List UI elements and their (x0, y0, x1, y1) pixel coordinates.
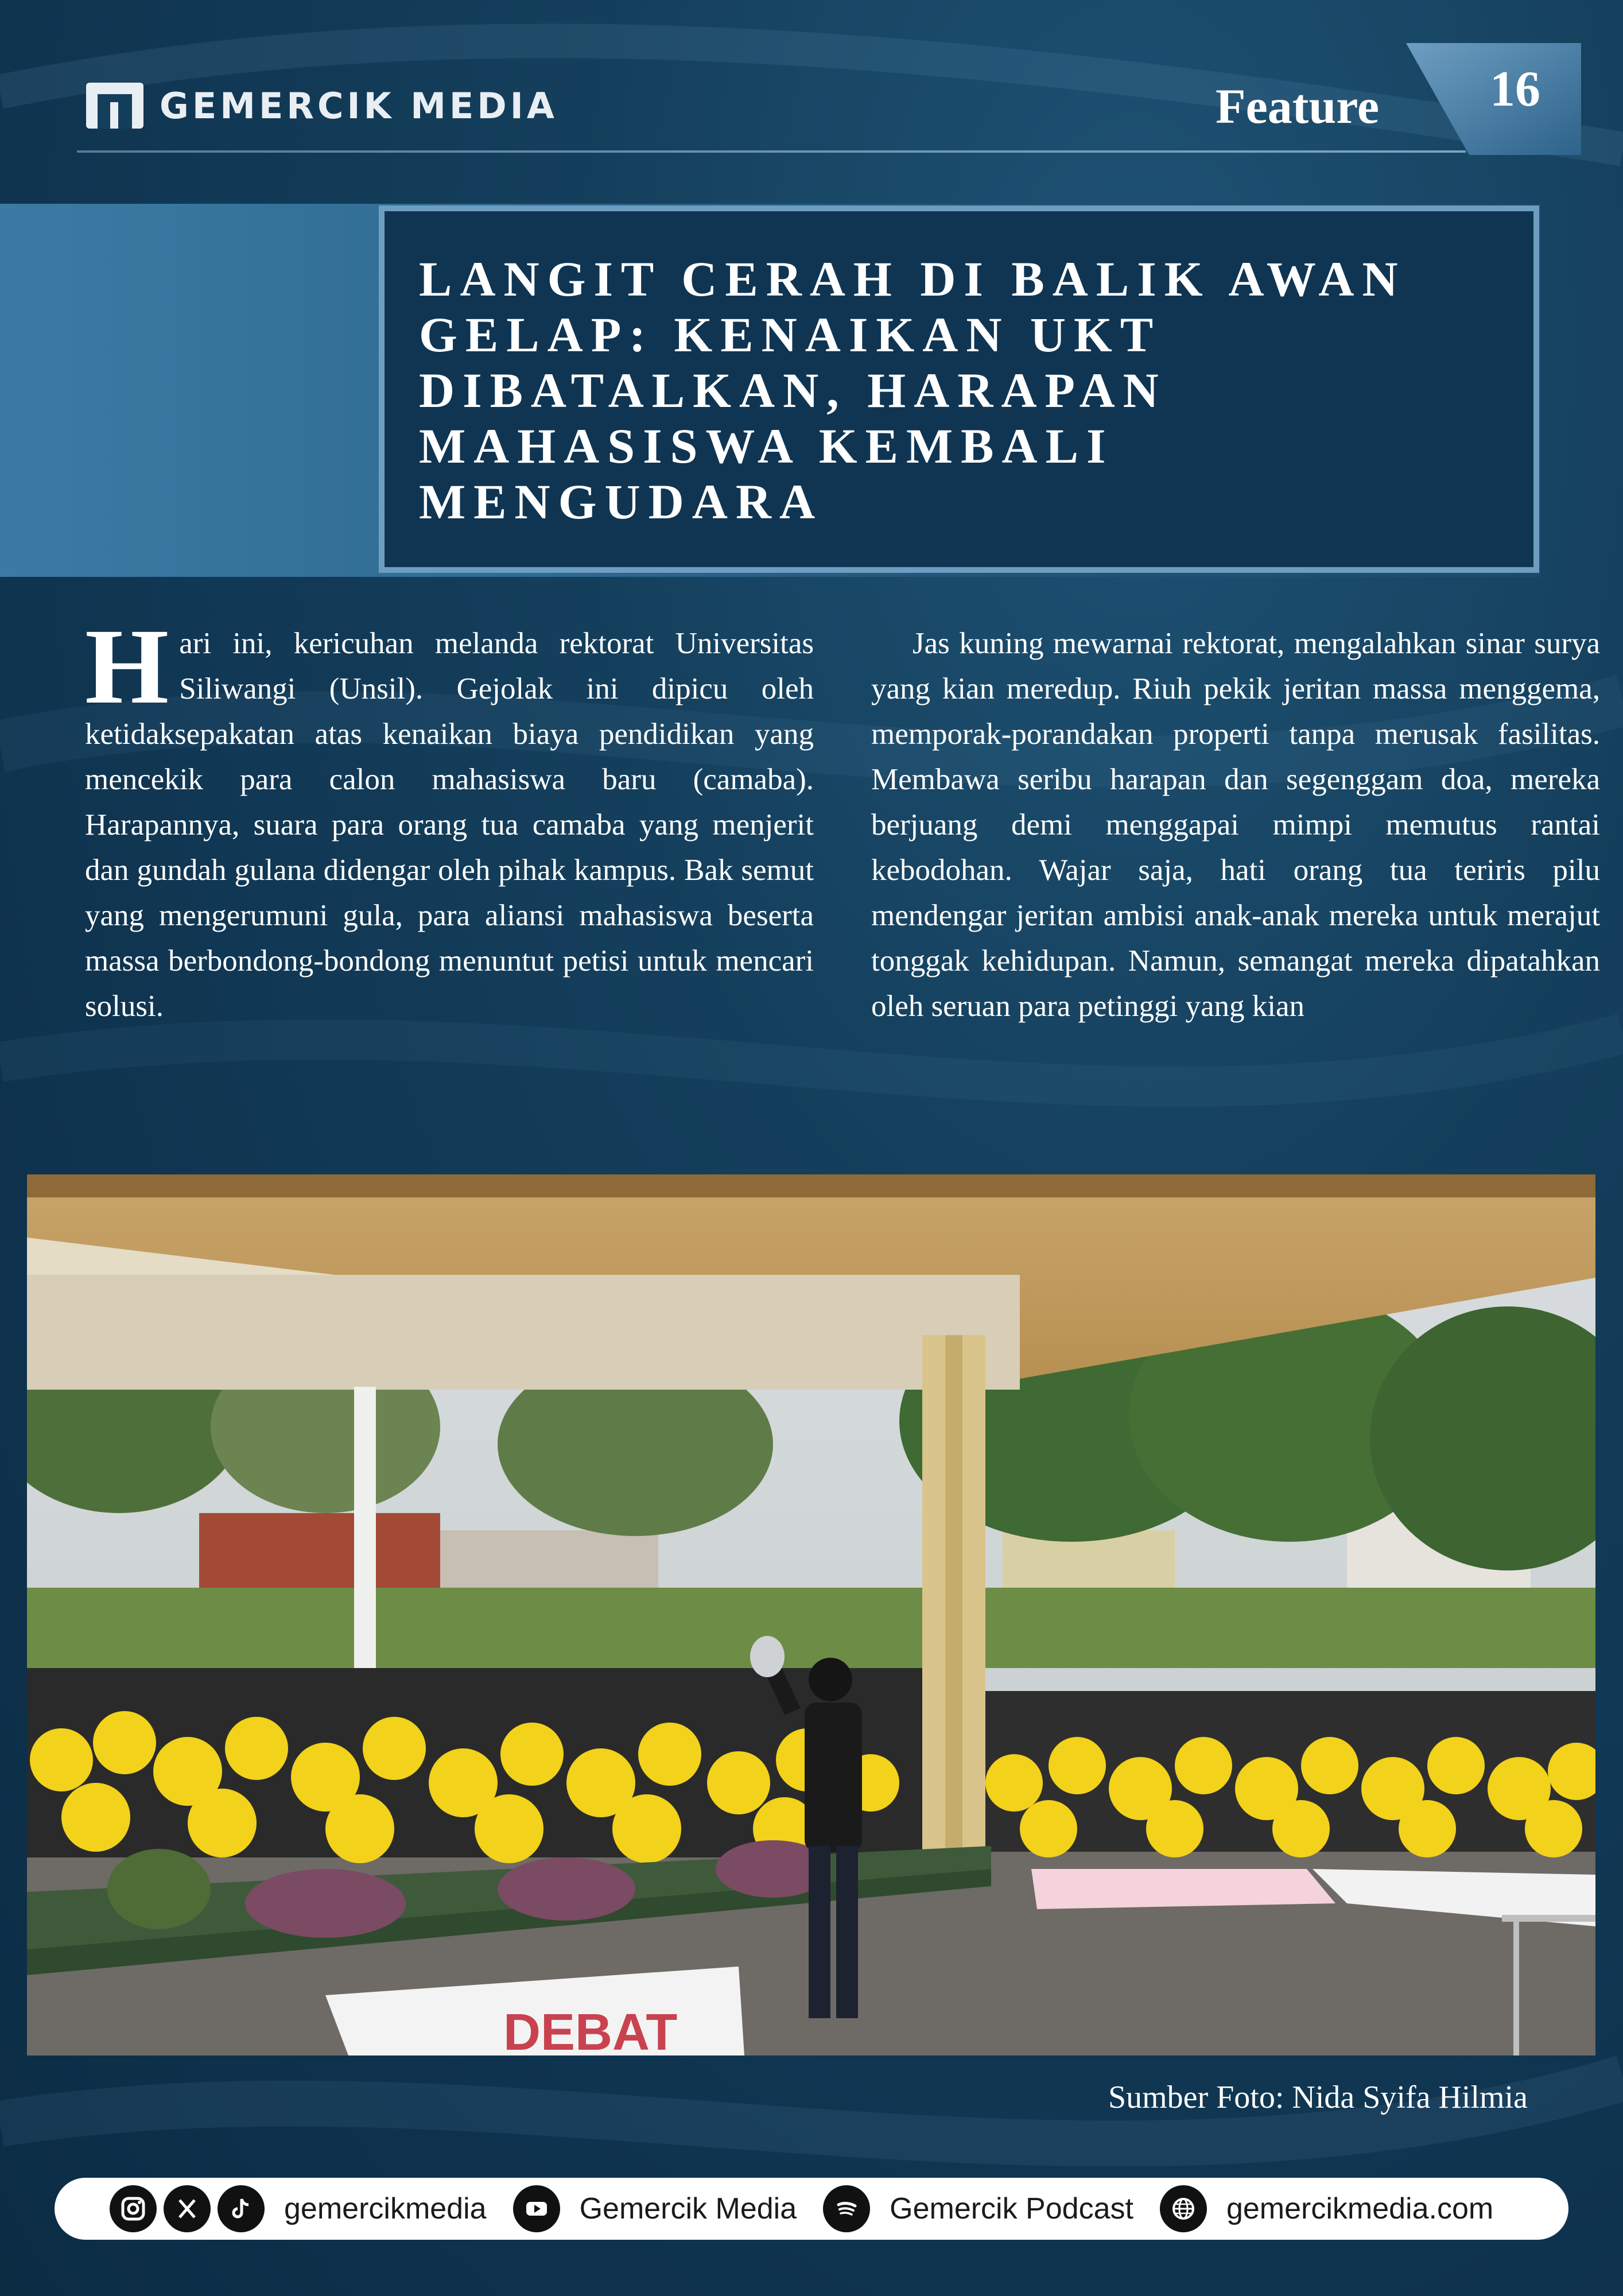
drop-cap: H (85, 606, 169, 726)
social-handle[interactable]: gemercikmedia (284, 2192, 487, 2225)
page-header (0, 0, 1623, 172)
article-title: LANGIT CERAH DI BALIK AWAN GELAP: KENAIKAN UKT DIBATALKAN, HARAPAN MAHASISWA KEMBALI MENGUDARA (419, 251, 1406, 529)
article-column-right: Jas kuning mewarnai rektorat, mengalahkan sinar surya yang kian meredup. Riuh pekik jeritan massa menggema, memporak-porandakan properti tanpa merusak fasilitas. Membawa seribu harapan dan segenggam doa, mereka berjuang demi menggapai mimpi memutus rantai kebodohan. Wajar saja, hati orang tua teriris pilu mendengar jeritan ambisi anak-anak mereka untuk merajut tonggak kehidupan. Namun, semangat mereka dipatahkan oleh seruan para petinggi yang kian (871, 627, 1600, 1023)
spotify-icon[interactable] (823, 2185, 870, 2232)
article-photo (27, 1174, 1595, 2055)
title-box (379, 205, 1539, 573)
protest-photo-illustration (27, 1174, 1595, 2055)
youtube-channel[interactable]: Gemercik Media (579, 2192, 797, 2225)
photo-caption: Sumber Foto: Nida Syifa Hilmia (1108, 2080, 1528, 2115)
section-label: Feature (1216, 79, 1379, 134)
tiktok-icon[interactable] (218, 2185, 265, 2232)
youtube-icon[interactable] (513, 2185, 560, 2232)
gemercik-logo-icon (85, 82, 145, 130)
podcast-name[interactable]: Gemercik Podcast (890, 2192, 1133, 2225)
brand-name: GEMERCIK MEDIA (160, 84, 558, 127)
banner-text: DEBAT (503, 2004, 678, 2055)
article-column-left (85, 606, 814, 1029)
website-link[interactable]: gemercikmedia.com (1226, 2192, 1494, 2225)
header-divider (77, 150, 1466, 153)
page-number: 16 (1490, 61, 1540, 117)
instagram-icon[interactable] (110, 2185, 157, 2232)
x-icon[interactable] (164, 2185, 211, 2232)
brand (85, 82, 558, 130)
globe-icon[interactable] (1160, 2185, 1207, 2232)
article-paragraph-1: ari ini, kericuhan melanda rektorat Universitas Siliwangi (Unsil). Gejolak ini dipicu oleh ketidaksepakatan atas kenaikan biaya pendidikan yang mencekik para calon mahasiswa baru (camaba). Harapannya, suara para orang tua camaba yang menjerit dan gundah gulana didengar oleh pihak kampus. Bak semut yang mengerumuni gula, para aliansi mahasiswa beserta massa berbondong-bondong menuntut petisi untuk mencari solusi. (85, 627, 814, 1023)
social-footer (55, 2178, 1568, 2240)
